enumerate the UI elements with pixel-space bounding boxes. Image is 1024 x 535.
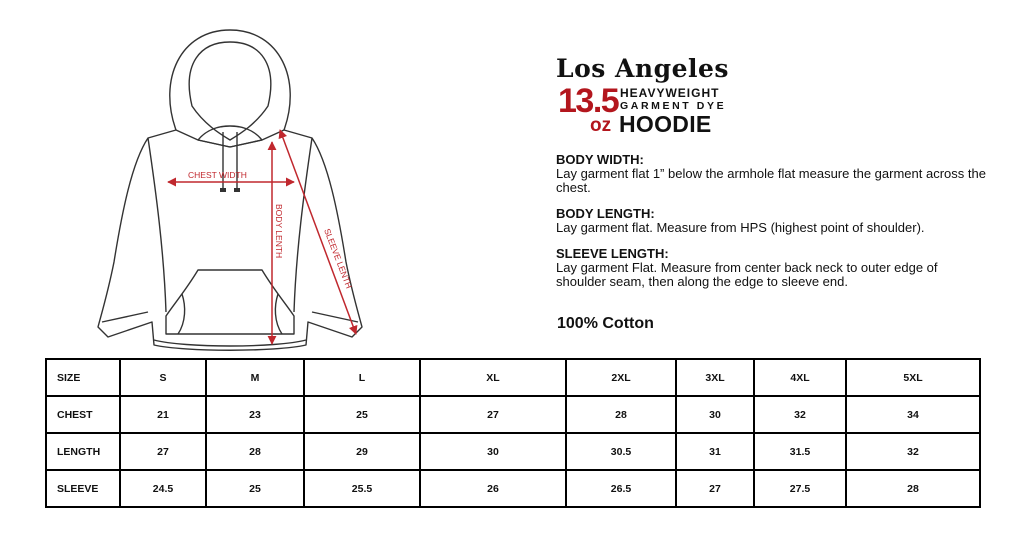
instruction-heading: BODY WIDTH:	[556, 152, 644, 167]
sleeve-length-arrow	[280, 130, 356, 334]
table-cell: 25	[304, 396, 420, 433]
material-label: 100% Cotton	[557, 315, 654, 332]
table-cell: 28	[846, 470, 980, 507]
table-cell: 24.5	[120, 470, 206, 507]
table-cell: 27.5	[754, 470, 846, 507]
row-header-cell: SIZE	[46, 359, 120, 396]
table-cell: 5XL	[846, 359, 980, 396]
hoodie-outline	[98, 130, 362, 350]
table-cell: 34	[846, 396, 980, 433]
weight-number: 13.5	[558, 82, 619, 120]
table-cell: 30	[420, 433, 566, 470]
instruction-heading: BODY LENGTH:	[556, 206, 655, 221]
table-cell: 31.5	[754, 433, 846, 470]
chest-width-label: CHEST WIDTH	[188, 170, 247, 180]
table-cell: 26.5	[566, 470, 676, 507]
table-cell: XL	[420, 359, 566, 396]
table-cell: 3XL	[676, 359, 754, 396]
brand-line-garment-dye: GARMENT DYE	[620, 100, 727, 112]
brand-script-title: Los Angeles	[556, 54, 729, 83]
table-cell: 27	[676, 470, 754, 507]
table-cell: 4XL	[754, 359, 846, 396]
row-header-cell: LENGTH	[46, 433, 120, 470]
body-length-label: BODY LENTH	[274, 204, 284, 259]
sleeve-row	[46, 470, 980, 507]
table-cell: 27	[420, 396, 566, 433]
table-cell: 26	[420, 470, 566, 507]
instruction-text: Lay garment Flat. Measure from center back neck to outer edge of shoulder seam, then along the edge to sleeve end.	[556, 260, 938, 289]
hood-outline	[170, 30, 290, 130]
table-cell: 2XL	[566, 359, 676, 396]
table-cell: L	[304, 359, 420, 396]
table-cell: 27	[120, 433, 206, 470]
weight-unit: oz	[590, 115, 612, 136]
row-header-cell: SLEEVE	[46, 470, 120, 507]
instruction-text: Lay garment flat. Measure from HPS (highest point of shoulder).	[556, 220, 925, 235]
sleeve-length-label: SLEEVE LENTH	[322, 227, 355, 290]
table-cell: M	[206, 359, 304, 396]
table-cell: 29	[304, 433, 420, 470]
hoodie-diagram	[90, 22, 370, 357]
instruction-sleeve-length	[556, 247, 956, 289]
instruction-body-length	[556, 207, 996, 235]
size-header-row	[46, 359, 980, 396]
size-chart-table	[45, 358, 981, 508]
table-cell: 30	[676, 396, 754, 433]
length-row	[46, 433, 980, 470]
table-cell: 28	[566, 396, 676, 433]
instruction-heading: SLEEVE LENGTH:	[556, 246, 669, 261]
brand-logo	[556, 54, 756, 139]
table-cell: 28	[206, 433, 304, 470]
kangaroo-pocket	[166, 270, 294, 334]
table-cell: 23	[206, 396, 304, 433]
table-cell: 25.5	[304, 470, 420, 507]
table-cell: 32	[754, 396, 846, 433]
table-cell: 31	[676, 433, 754, 470]
table-cell: S	[120, 359, 206, 396]
table-cell: 30.5	[566, 433, 676, 470]
brand-line-heavyweight: HEAVYWEIGHT	[620, 86, 720, 100]
table-cell: 32	[846, 433, 980, 470]
brand-line-hoodie: HOODIE	[619, 111, 712, 137]
row-header-cell: CHEST	[46, 396, 120, 433]
table-cell: 25	[206, 470, 304, 507]
instruction-body-width	[556, 153, 996, 195]
chest-row	[46, 396, 980, 433]
instruction-text: Lay garment flat 1” below the armhole flat measure the garment across the chest.	[556, 166, 986, 195]
table-cell: 21	[120, 396, 206, 433]
